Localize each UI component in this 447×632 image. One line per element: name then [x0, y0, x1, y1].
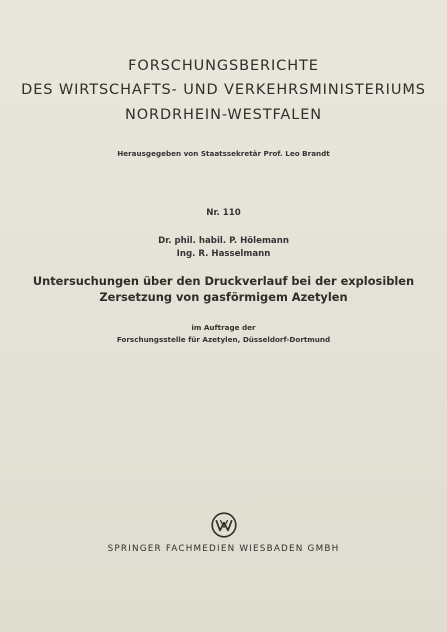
report-number: Nr. 110 — [206, 208, 241, 218]
springer-vs-monogram-icon — [211, 512, 237, 538]
editor-line: Herausgegeben von Staatssekretär Prof. Leo Brandt — [117, 149, 330, 158]
report-title-line-1: Untersuchungen über den Druckverlauf bei der explosiblen — [32, 274, 415, 288]
author-2: Ing. R. Hasselmann — [176, 249, 271, 259]
report-title-line-2: Zersetzung von gasförmigem Azetylen — [99, 290, 348, 304]
author-1: Dr. phil. habil. P. Hölemann — [158, 236, 289, 246]
series-title-line-2: DES WIRTSCHAFTS- UND VERKEHRSMINISTERIUMS — [21, 82, 426, 98]
series-title-line-1: FORSCHUNGSBERICHTE — [128, 58, 319, 74]
publisher-name: SPRINGER FACHMEDIEN WIESBADEN GMBH — [107, 544, 340, 554]
series-title-line-3: NORDRHEIN-WESTFALEN — [124, 107, 323, 123]
commission-line-2: Forschungsstelle für Azetylen, Düsseldorf-Dortmund — [116, 335, 331, 344]
commission-line-1: im Auftrage der — [191, 323, 256, 332]
